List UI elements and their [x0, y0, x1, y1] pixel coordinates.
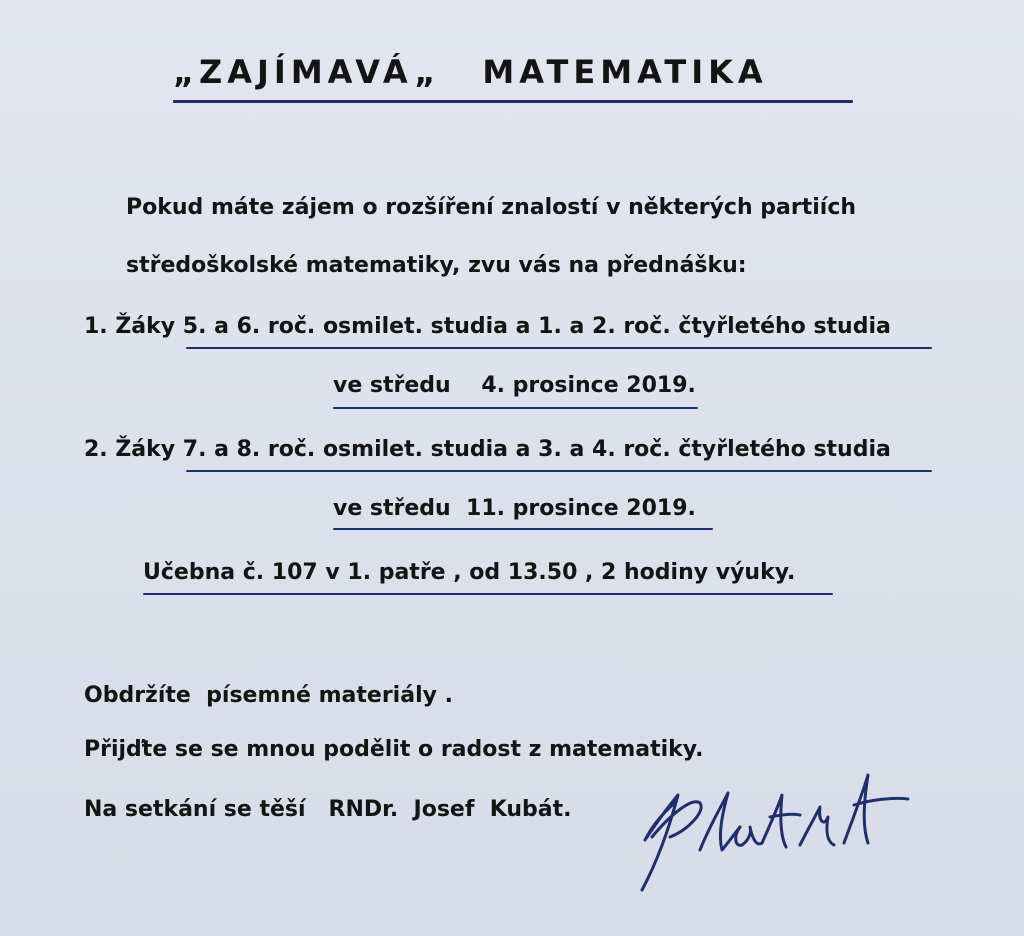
- item-2-line: [84, 435, 891, 465]
- title-underline: [173, 100, 853, 103]
- closing-line-1: Obdržíte písemné materiály .: [84, 683, 453, 708]
- item-1-date: ve středu 4. prosince 2019.: [333, 373, 696, 398]
- item-2-date: ve středu 11. prosince 2019.: [333, 496, 696, 521]
- page-title: [173, 52, 768, 92]
- item-1-prefix: 1. Žáky: [84, 314, 176, 339]
- closing-line-3: Na setkání se těší RNDr. Josef Kubát.: [84, 797, 572, 822]
- item-2-prefix: 2. Žáky: [84, 437, 176, 462]
- location-line: Učebna č. 107 v 1. patře , od 13.50 , 2 hodiny výuky.: [143, 560, 796, 585]
- item-1-groups-underline: [186, 347, 932, 349]
- item-1-groups: 5. a 6. roč. osmilet. studia a 1. a 2. roč. čtyřletého studia: [182, 314, 891, 339]
- closing-line-2: Přijďte se se mnou podělit o radost z matematiky.: [84, 737, 704, 762]
- intro-line-1: Pokud máte zájem o rozšíření znalostí v některých partiích: [126, 195, 857, 220]
- item-2-groups: 7. a 8. roč. osmilet. studia a 3. a 4. roč. čtyřletého studia: [182, 437, 891, 462]
- item-1-date-underline: [333, 407, 698, 409]
- intro-line-2: středoškolské matematiky, zvu vás na přednášku:: [126, 253, 747, 278]
- title-part-1: „ZAJÍMAVÁ„: [173, 53, 441, 91]
- location-underline: [143, 593, 833, 595]
- handwritten-signature: [630, 755, 920, 905]
- title-part-2: MATEMATIKA: [482, 53, 768, 91]
- item-2-date-underline: [333, 528, 713, 530]
- item-1-line: [84, 312, 891, 342]
- item-2-groups-underline: [186, 470, 932, 472]
